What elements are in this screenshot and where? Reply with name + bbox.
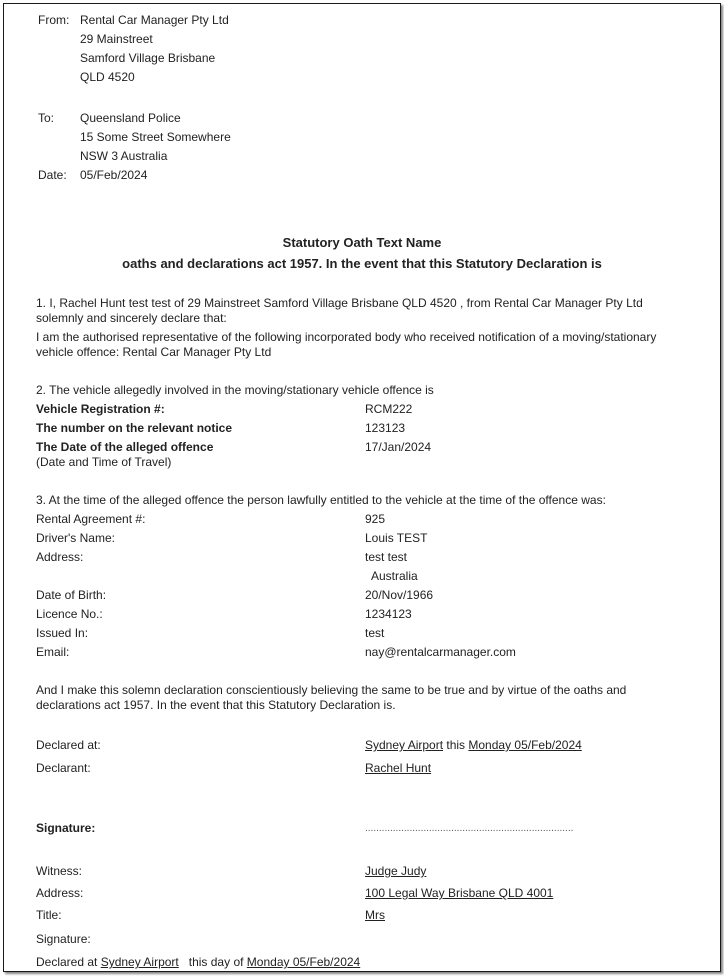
witness-title: Mrs	[365, 908, 385, 922]
witness-name: Judge Judy	[365, 864, 427, 878]
from-line-4: QLD 4520	[80, 70, 135, 84]
notice-number-value: 123123	[365, 421, 406, 435]
licence-label: Licence No.:	[36, 607, 103, 621]
from-line-3: Samford Village Brisbane	[80, 51, 216, 65]
to-line-3: NSW 3 Australia	[80, 149, 168, 163]
offence-date-value: 17/Jan/2024	[365, 440, 432, 454]
declarant-label: Declarant:	[36, 761, 91, 775]
footer-prefix: Declared at	[36, 955, 101, 969]
signature-line: ...........................................................................	[365, 823, 574, 834]
witness-signature-label: Signature:	[36, 932, 91, 946]
section1-statement: I am the authorised representative of the following incorporated body who received notification of a moving/stationary vehicle offence: Rental Car Manager Pty Ltd	[36, 330, 657, 359]
email-label: Email:	[36, 645, 70, 659]
date-label: Date:	[38, 168, 67, 182]
declared-at-value	[365, 738, 582, 753]
notice-number-label: The number on the relevant notice	[36, 421, 233, 435]
offence-date-label: The Date of the alleged offence	[36, 440, 214, 454]
dob-value: 20/Nov/1966	[365, 588, 434, 602]
witness-label: Witness:	[36, 864, 83, 878]
rental-agreement-label: Rental Agreement #:	[36, 512, 146, 526]
date-value: 05/Feb/2024	[80, 168, 148, 182]
statutory-declaration-page	[3, 3, 721, 972]
declared-place: Sydney Airport	[365, 738, 444, 752]
rental-agreement-value: 925	[365, 512, 386, 526]
declared-this-word: this	[443, 738, 469, 752]
driver-name-value: Louis TEST	[365, 531, 428, 545]
footer-place: Sydney Airport	[100, 955, 179, 969]
licence-value: 1234123	[365, 607, 412, 621]
witness-address-label: Address:	[36, 886, 84, 900]
declarant-name: Rachel Hunt	[365, 761, 432, 775]
email-value: nay@rentalcarmanager.com	[365, 645, 516, 659]
driver-address-value: test test	[365, 550, 408, 564]
declared-date: Monday 05/Feb/2024	[468, 738, 582, 752]
witness-address: 100 Legal Way Brisbane QLD 4001	[365, 886, 554, 900]
to-label: To:	[38, 111, 55, 125]
section3-intro: 3. At the time of the alleged offence the person lawfully entitled to the vehicle at the time of the offence was:	[36, 493, 606, 507]
document-title: Statutory Oath Text Name	[282, 235, 442, 250]
vehicle-registration-value: RCM222	[365, 402, 413, 416]
driver-address-label: Address:	[36, 550, 84, 564]
dob-label: Date of Birth:	[36, 588, 107, 602]
issued-in-label: Issued In:	[36, 626, 89, 640]
section1-declarant-text: 1. I, Rachel Hunt test test of 29 Mainstreet Samford Village Brisbane QLD 4520 , from Rental Car Manager Pty Ltd solemnly and sincerely declare that:	[36, 296, 643, 325]
signature-label: Signature:	[36, 821, 96, 835]
from-line-2: 29 Mainstreet	[80, 32, 153, 46]
issued-in-value: test	[365, 626, 385, 640]
from-label: From:	[38, 13, 70, 27]
to-line-2: 15 Some Street Somewhere	[80, 130, 231, 144]
document-subtitle: oaths and declarations act 1957. In the event that this Statutory Declaration is	[122, 256, 602, 271]
declaration-text: And I make this solemn declaration conscientiously believing the same to be true and by virtue of the oaths and declarations act 1957. In the event that this Statutory Declaration is.	[36, 683, 627, 712]
from-line-1: Rental Car Manager Pty Ltd	[80, 13, 229, 27]
footer-declared-at	[36, 955, 360, 970]
offence-date-note: (Date and Time of Travel)	[36, 455, 172, 469]
footer-date: Monday 05/Feb/2024	[246, 955, 361, 969]
vehicle-registration-label: Vehicle Registration #:	[36, 402, 165, 416]
footer-middle: this day of	[178, 955, 247, 969]
to-line-1: Queensland Police	[80, 111, 181, 125]
driver-address-country: Australia	[371, 569, 418, 583]
witness-title-label: Title:	[36, 908, 62, 922]
driver-name-label: Driver's Name:	[36, 531, 115, 545]
section2-intro: 2. The vehicle allegedly involved in the moving/stationary vehicle offence is	[36, 383, 434, 397]
declared-at-label: Declared at:	[36, 738, 101, 752]
